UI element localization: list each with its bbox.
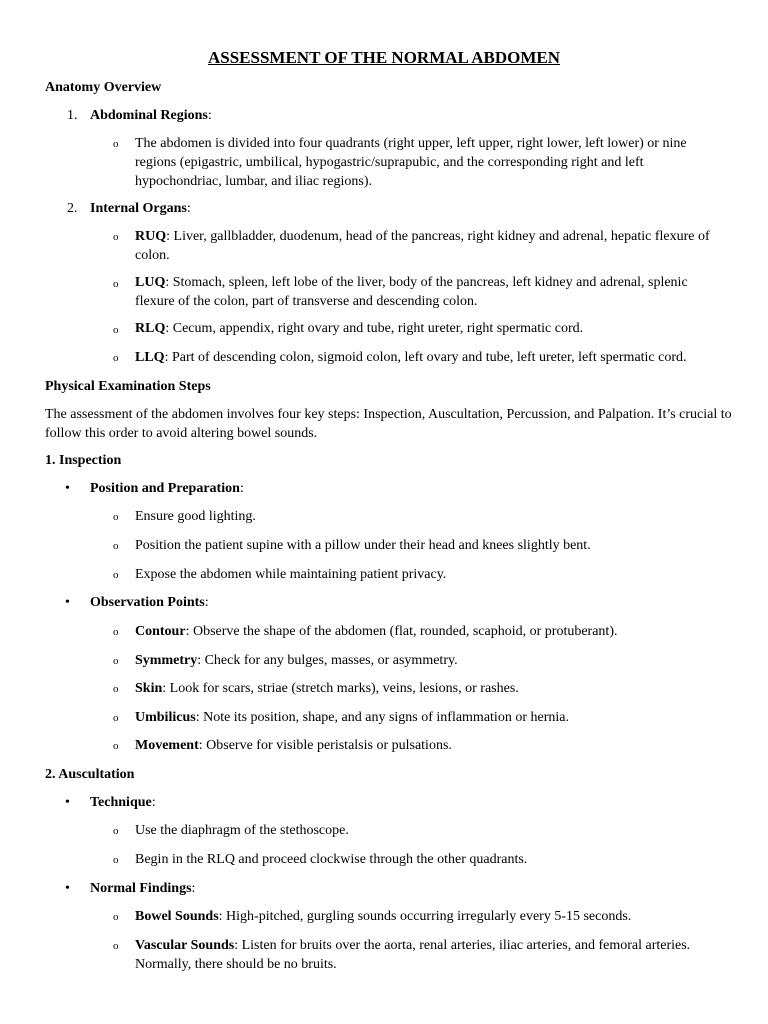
bullet-icon: • [65,795,70,810]
list-item: Expose the abdomen while maintaining patient privacy. [135,567,447,582]
list-item-rlq: RLQ: Cecum, appendix, right ovary and tube, right ureter, right spermatic cord. [135,321,584,336]
list-item-bowel-sounds: Bowel Sounds: High-pitched, gurgling sounds occurring irregularly every 5-15 seconds. [135,909,632,924]
section-heading-inspection: 1. Inspection [45,453,122,468]
list-item-observation-points: Observation Points: [90,595,209,610]
circle-bullet-icon: o [113,231,119,243]
list-item-luq: LUQ: Stomach, spleen, left lobe of the liver, body of the pancreas, left kidney and adrenal, splenic flexure of the colon, part of transverse and descending colon. [135,275,688,309]
section-heading-exam: Physical Examination Steps [45,379,211,394]
list-item-abdominal-regions: Abdominal Regions: [90,108,212,123]
circle-bullet-icon: o [113,683,119,695]
circle-bullet-icon: o [113,569,119,581]
document-title: ASSESSMENT OF THE NORMAL ABDOMEN [207,48,561,67]
list-item-position-preparation: Position and Preparation: [90,481,244,496]
bullet-icon: • [65,595,70,610]
bullet-icon: • [65,881,70,896]
list-item: The abdomen is divided into four quadrants (right upper, left upper, right lower, left lower) or nine regions (epigastric, umbilical, hypogastric/suprapubic, and the corresponding right and left hypochondriac, lumbar, and iliac regions). [135,136,687,189]
list-item: Use the diaphragm of the stethoscope. [135,823,349,838]
list-item-technique: Technique: [90,795,156,810]
circle-bullet-icon: o [113,352,119,364]
list-number: 1. [67,108,78,123]
list-item-internal-organs: Internal Organs: [90,201,191,216]
circle-bullet-icon: o [113,740,119,752]
list-item-ruq: RUQ: Liver, gallbladder, duodenum, head of the pancreas, right kidney and adrenal, hepatic flexure of colon. [135,229,710,263]
exam-intro-paragraph: The assessment of the abdomen involves four key steps: Inspection, Auscultation, Percussion, and Palpation. It’s crucial to follow this order to avoid altering bowel sounds. [45,407,732,441]
circle-bullet-icon: o [113,940,119,952]
circle-bullet-icon: o [113,854,119,866]
list-item: Position the patient supine with a pillow under their head and knees slightly bent. [135,538,591,553]
circle-bullet-icon: o [113,626,119,638]
list-item-vascular-sounds: Vascular Sounds: Listen for bruits over the aorta, renal arteries, iliac arteries, and femoral arteries. Normally, there should be no bruits. [135,938,691,972]
circle-bullet-icon: o [113,540,119,552]
list-item: Begin in the RLQ and proceed clockwise through the other quadrants. [135,852,528,867]
section-heading-auscultation: 2. Auscultation [45,767,135,782]
list-item: Ensure good lighting. [135,509,256,524]
list-item-normal-findings: Normal Findings: [90,881,196,896]
list-item-llq: LLQ: Part of descending colon, sigmoid colon, left ovary and tube, left ureter, left spermatic cord. [135,350,687,365]
circle-bullet-icon: o [113,278,119,290]
section-heading-anatomy: Anatomy Overview [45,80,162,95]
list-item-contour: Contour: Observe the shape of the abdomen (flat, rounded, scaphoid, or protuberant). [135,624,618,639]
item-label: Internal Organs [90,201,187,216]
circle-bullet-icon: o [113,655,119,667]
item-label: Abdominal Regions [90,108,208,123]
list-item-skin: Skin: Look for scars, striae (stretch marks), veins, lesions, or rashes. [135,681,519,696]
circle-bullet-icon: o [113,511,119,523]
list-item-umbilicus: Umbilicus: Note its position, shape, and any signs of inflammation or hernia. [135,710,569,725]
list-item-movement: Movement: Observe for visible peristalsis or pulsations. [135,738,452,753]
list-item-symmetry: Symmetry: Check for any bulges, masses, or asymmetry. [135,653,458,668]
circle-bullet-icon: o [113,324,119,336]
bullet-icon: • [65,481,70,496]
circle-bullet-icon: o [113,712,119,724]
circle-bullet-icon: o [113,911,119,923]
list-number: 2. [67,201,78,216]
circle-bullet-icon: o [113,138,119,150]
circle-bullet-icon: o [113,825,119,837]
